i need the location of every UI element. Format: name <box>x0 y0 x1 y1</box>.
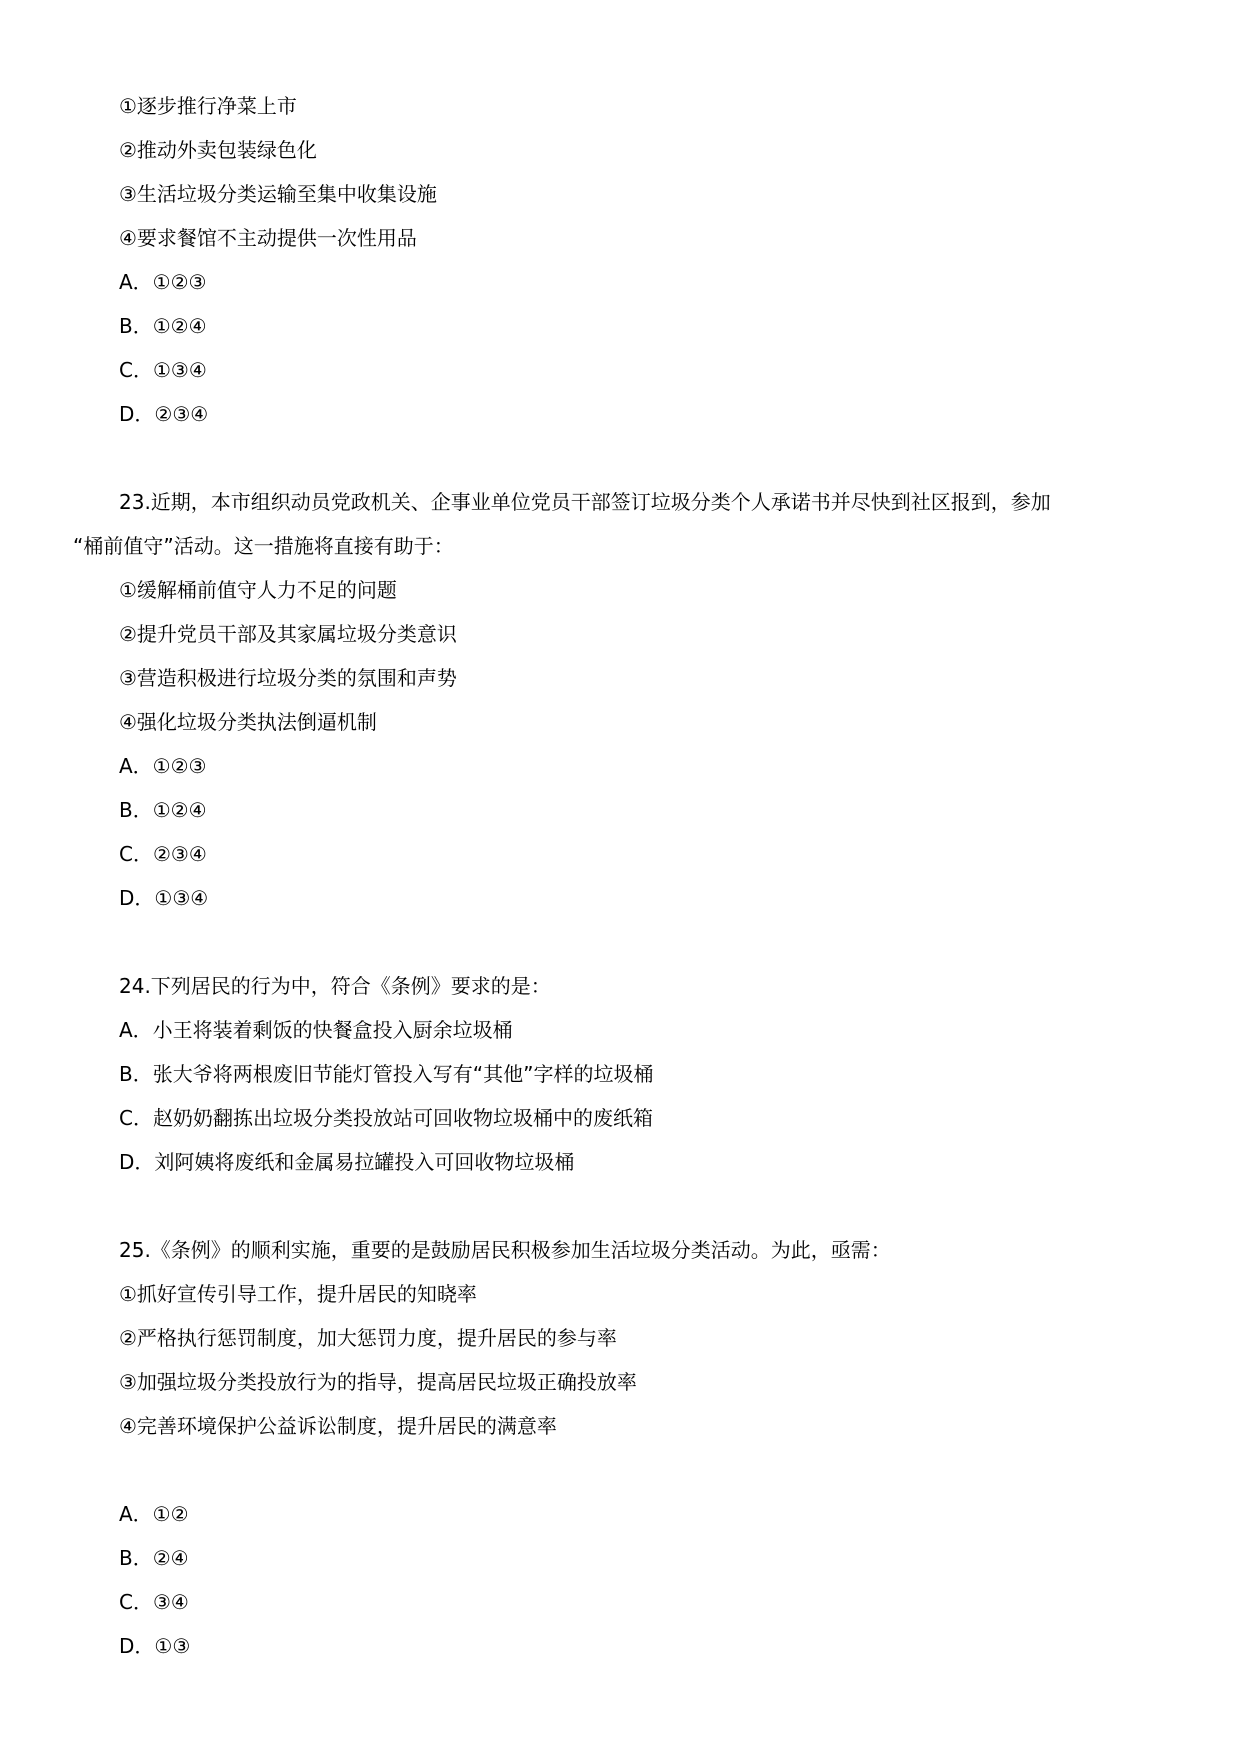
q25-statement-4: ④完善环境保护公益诉讼制度，提升居民的满意率 <box>119 1414 557 1438</box>
q23-stem-line1: 23.近期，本市组织动员党政机关、企事业单位党员干部签订垃圾分类个人承诺书并尽快到社区报到，参加 <box>119 490 1051 514</box>
q22-statement-4: ④要求餐馆不主动提供一次性用品 <box>119 226 417 250</box>
q25-statement-1: ①抓好宣传引导工作，提升居民的知晓率 <box>119 1282 477 1306</box>
q24-option-b: B．张大爷将两根废旧节能灯管投入写有“其他”字样的垃圾桶 <box>119 1062 654 1086</box>
q24-stem: 24.下列居民的行为中，符合《条例》要求的是： <box>119 974 551 998</box>
q22-option-c: C．①③④ <box>119 358 207 382</box>
q22-statement-2: ②推动外卖包装绿色化 <box>119 138 317 162</box>
q25-statement-3: ③加强垃圾分类投放行为的指导，提高居民垃圾正确投放率 <box>119 1370 637 1394</box>
q22-statement-3: ③生活垃圾分类运输至集中收集设施 <box>119 182 437 206</box>
q23-stem-line2: “桶前值守”活动。这一措施将直接有助于： <box>73 534 454 558</box>
q24-option-a: A．小王将装着剩饭的快餐盒投入厨余垃圾桶 <box>119 1018 513 1042</box>
q25-option-c: C．③④ <box>119 1590 189 1614</box>
q23-statement-2: ②提升党员干部及其家属垃圾分类意识 <box>119 622 457 646</box>
q22-statement-1: ①逐步推行净菜上市 <box>119 94 297 118</box>
q22-option-a: A．①②③ <box>119 270 207 294</box>
q24-option-c: C．赵奶奶翻拣出垃圾分类投放站可回收物垃圾桶中的废纸箱 <box>119 1106 653 1130</box>
q25-stem: 25.《条例》的顺利实施，重要的是鼓励居民积极参加生活垃圾分类活动。为此，亟需： <box>119 1238 891 1262</box>
q22-option-b: B．①②④ <box>119 314 207 338</box>
q23-option-b: B．①②④ <box>119 798 207 822</box>
q24-option-d: D．刘阿姨将废纸和金属易拉罐投入可回收物垃圾桶 <box>119 1150 575 1174</box>
q23-option-a: A．①②③ <box>119 754 207 778</box>
q23-statement-1: ①缓解桶前值守人力不足的问题 <box>119 578 397 602</box>
q25-option-b: B．②④ <box>119 1546 189 1570</box>
q22-option-d: D．②③④ <box>119 402 209 426</box>
q25-option-d: D．①③ <box>119 1634 191 1658</box>
q23-option-d: D．①③④ <box>119 886 209 910</box>
q23-option-c: C．②③④ <box>119 842 207 866</box>
q25-statement-2: ②严格执行惩罚制度，加大惩罚力度，提升居民的参与率 <box>119 1326 617 1350</box>
q25-option-a: A．①② <box>119 1502 189 1526</box>
q23-statement-3: ③营造积极进行垃圾分类的氛围和声势 <box>119 666 457 690</box>
q23-statement-4: ④强化垃圾分类执法倒逼机制 <box>119 710 377 734</box>
